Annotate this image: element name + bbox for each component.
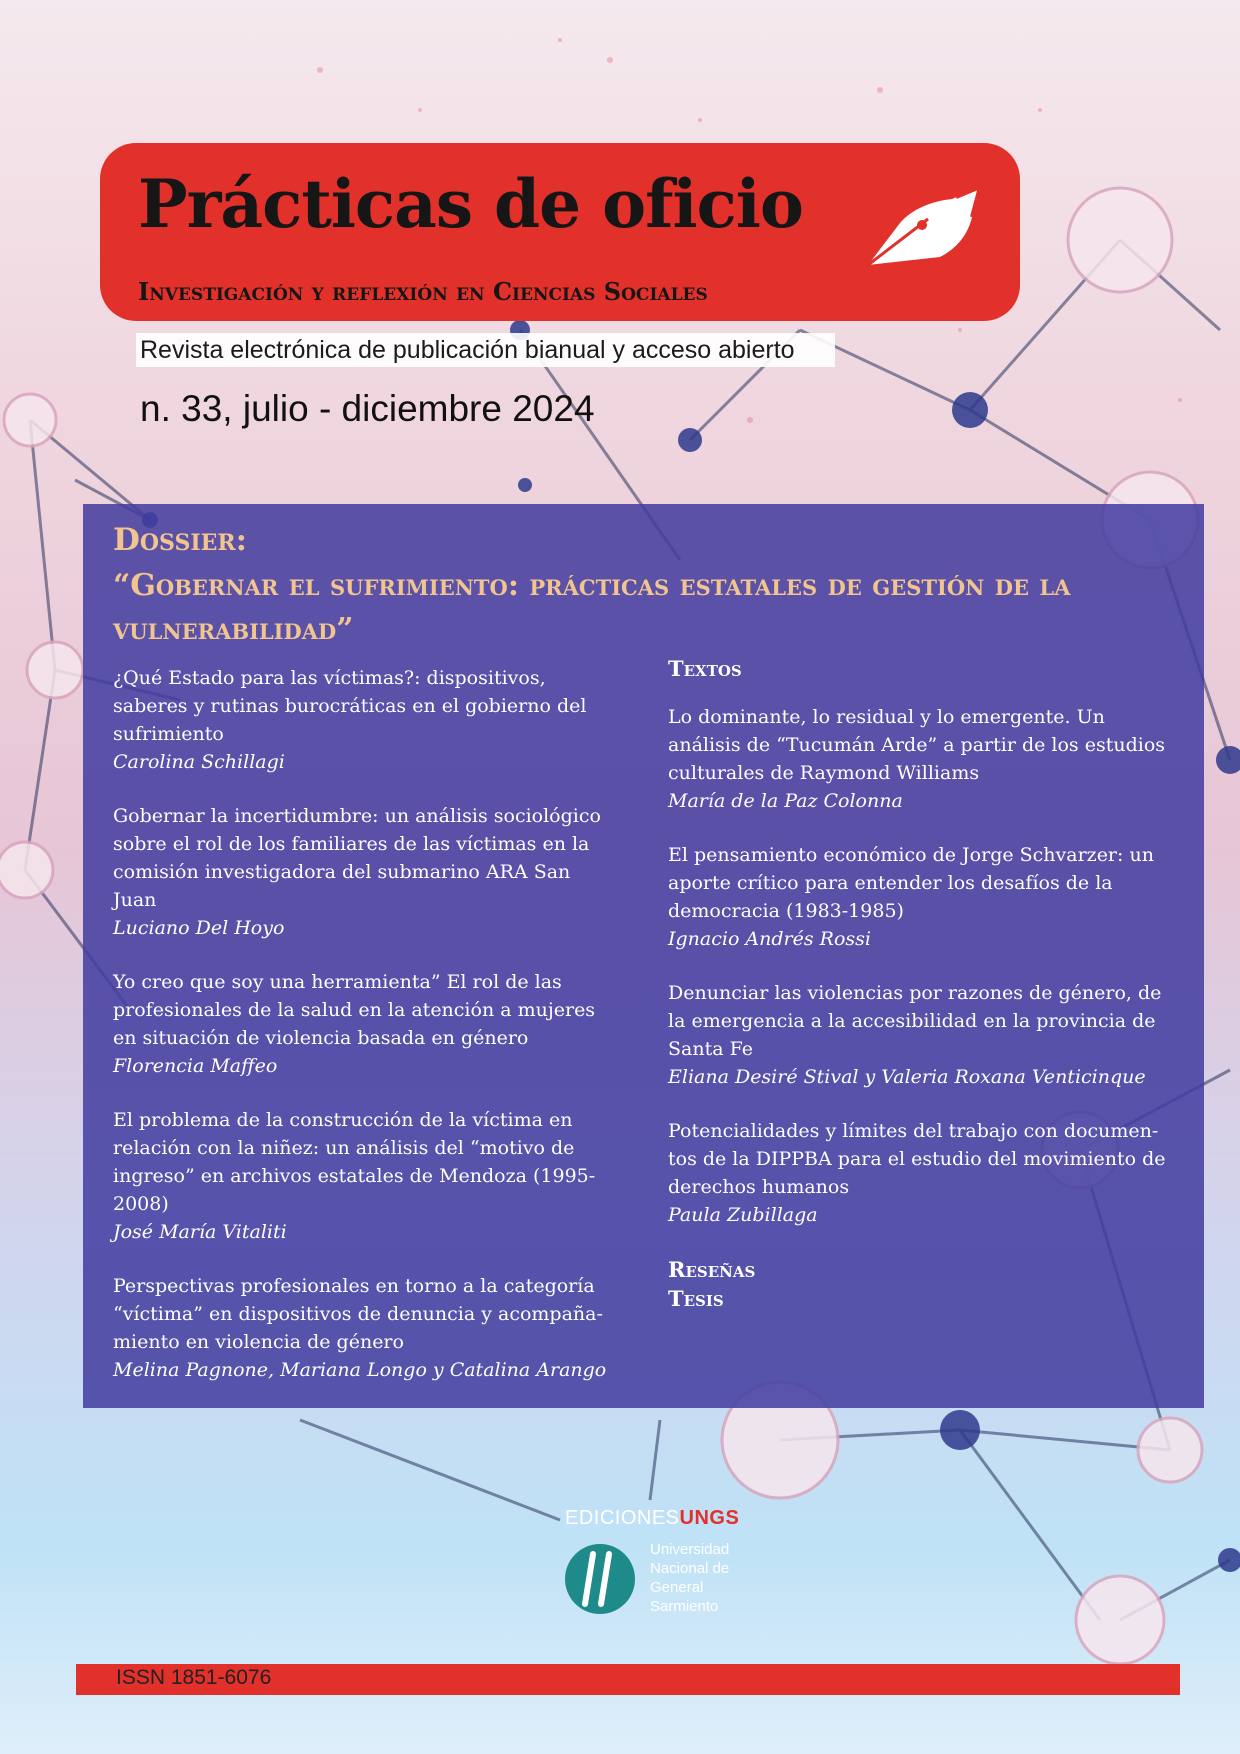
dossier-title: “Gobernar el sufrimiento: prácticas estatales de gestión de la vulnerabilidad” — [113, 568, 1071, 647]
textos-heading: Textos — [668, 656, 742, 681]
article-title: Gobernar la incertidumbre: un análisis sociológico sobre el rol de los familiares de las víctimas en la comisión investigadora del submarino ARA San Juan — [113, 805, 601, 911]
article-author: Luciano Del Hoyo — [113, 917, 285, 939]
list-item — [668, 703, 1173, 815]
article-title: El problema de la construcción de la víctima en relación con la niñez: un análisis del “motivo de ingreso” en archivos estatales de Mendoza (1995-2008) — [113, 1109, 596, 1215]
article-title: Potencialidades y límites del trabajo con documen-tos de la DIPPBA para el estudio del movimiento de derechos humanos — [668, 1120, 1166, 1198]
publisher-label: EDICIONES — [565, 1507, 680, 1529]
university-line: Universidad — [650, 1541, 730, 1558]
list-item — [668, 979, 1173, 1091]
article-author: Ignacio Andrés Rossi — [668, 928, 871, 950]
tesis-heading: Tesis — [668, 1286, 724, 1311]
list-item — [668, 1117, 1173, 1229]
publisher-accent: UNGS — [679, 1507, 740, 1529]
resenas-heading: Reseñas — [668, 1257, 756, 1282]
article-author: Eliana Desiré Stival y Valeria Roxana Venticinque — [668, 1066, 1146, 1088]
university-line: Nacional de — [650, 1560, 730, 1577]
ungs-logo-icon — [563, 1542, 637, 1616]
issn-number: ISSN 1851-6076 — [116, 1666, 272, 1689]
article-author: Carolina Schillagi — [113, 751, 285, 773]
publisher-name — [565, 1507, 739, 1530]
article-title: Yo creo que soy una herramienta” El rol de las profesionales de la salud en la atención a mujeres en situación de violencia basada en género — [113, 971, 596, 1049]
article-title: Denunciar las violencias por razones de género, de la emergencia a la accesibilidad en la provincia de Santa Fe — [668, 982, 1162, 1060]
article-author: Paula Zubillaga — [668, 1204, 818, 1226]
journal-tagline: Revista electrónica de publicación bianual y acceso abierto — [136, 333, 835, 367]
dossier-article-list — [113, 664, 618, 1410]
article-title: El pensamiento económico de Jorge Schvarzer: un aporte crítico para entender los desafíos de la democracia (1983-1985) — [668, 844, 1154, 922]
issn-bar — [76, 1664, 1180, 1695]
list-item — [113, 968, 618, 1080]
textos-article-list — [668, 656, 1173, 1313]
issue-number: n. 33, julio - diciembre 2024 — [140, 388, 595, 429]
list-item — [113, 1272, 618, 1384]
article-author: Melina Pagnone, Mariana Longo y Catalina Arango — [113, 1359, 607, 1381]
article-title: ¿Qué Estado para las víctimas?: dispositivos, saberes y rutinas burocráticas en el gobierno del sufrimiento — [113, 667, 587, 745]
fountain-pen-icon — [860, 179, 990, 271]
university-line: General — [650, 1579, 704, 1596]
list-item — [668, 841, 1173, 953]
journal-subtitle: Investigación y reflexión en Ciencias Sociales — [138, 277, 708, 306]
dossier-label: Dossier: — [113, 522, 248, 558]
journal-title: Prácticas de oficio — [138, 165, 803, 243]
university-line: Sarmiento — [650, 1598, 719, 1615]
list-item — [113, 802, 618, 942]
article-title: Lo dominante, lo residual y lo emergente. Un análisis de “Tucumán Arde” a partir de los estudios culturales de Raymond Williams — [668, 706, 1166, 784]
list-item — [113, 1106, 618, 1246]
university-name — [650, 1540, 760, 1616]
list-item — [113, 664, 618, 776]
article-author: Florencia Maffeo — [113, 1055, 278, 1077]
article-title: Perspectivas profesionales en torno a la categoría “víctima” en dispositivos de denuncia y acompaña-miento en violencia de género — [113, 1275, 603, 1353]
article-author: María de la Paz Colonna — [668, 790, 903, 812]
contents-panel — [83, 504, 1204, 1408]
masthead-banner — [100, 143, 1020, 321]
article-author: José María Vitaliti — [113, 1221, 287, 1243]
